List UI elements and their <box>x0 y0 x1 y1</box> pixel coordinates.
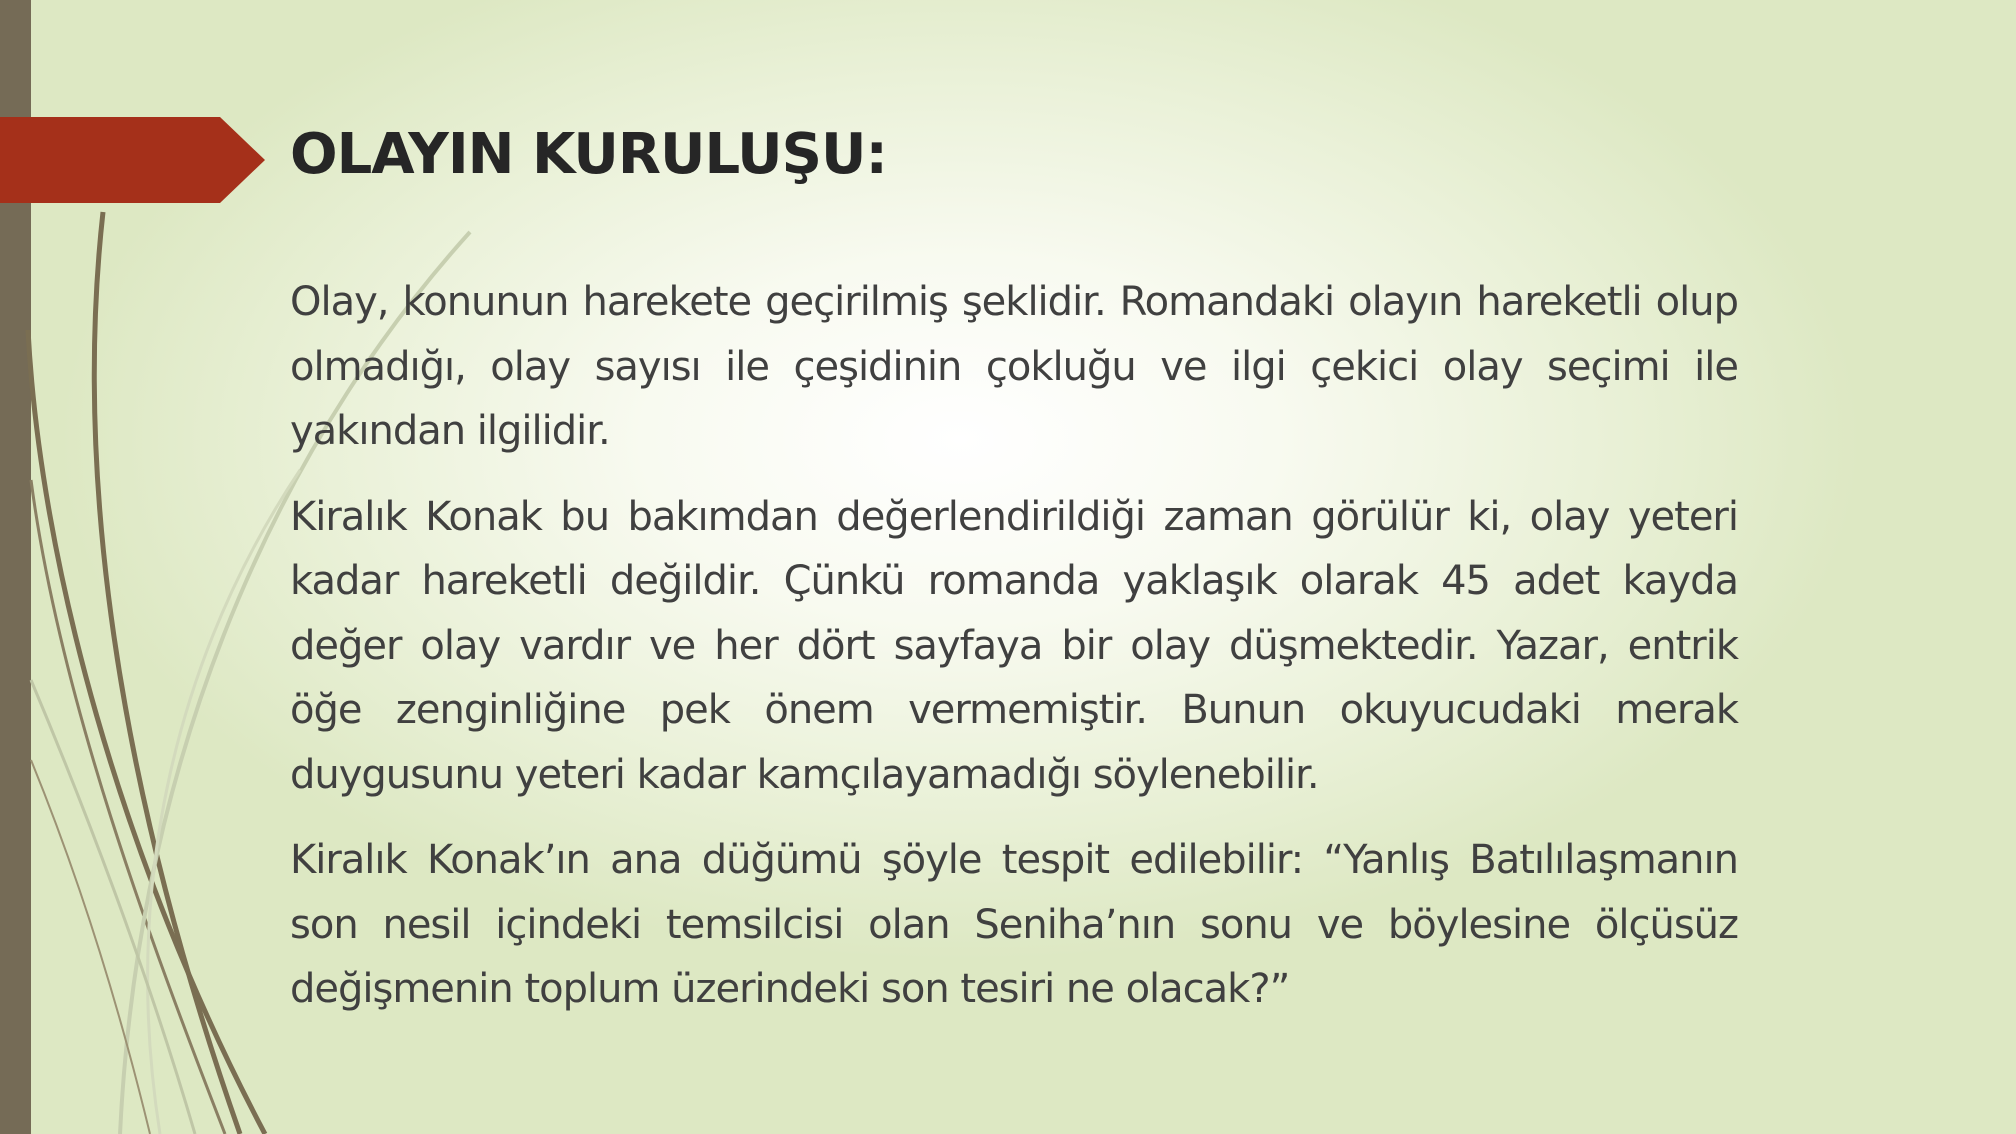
body-paragraph-3: Kiralık Konak’ın ana düğümü şöyle tespit edilebilir: “Yanlış Batılılaşmanın son nesil içindeki temsilcisi olan Seniha’nın sonu ve böylesine ölçüsüz değişmenin toplum üzerindeki son tesiri ne olacak?” <box>290 837 1738 1012</box>
body-paragraph-2: Kiralık Konak bu bakımdan değerlendirildiği zaman görülür ki, olay yeteri kadar hareketli değildir. Çünkü romanda yaklaşık olarak 45 adet kayda değer olay vardır ve her dört sayfaya bir olay düşmektedir. Yazar, entrik öğe zenginliğine pek önem vermemiştir. Bunun okuyucudaki merak duygusunu yeteri kadar kamçılayamadığı söylenebilir. <box>290 493 1738 798</box>
slide-body <box>290 270 1738 1043</box>
body-paragraph-1: Olay, konunun harekete geçirilmiş şeklidir. Romandaki olayın hareketli olup olmadığı, olay sayısı ile çeşidinin çokluğu ve ilgi çekici olay seçimi ile yakından ilgilidir. <box>290 279 1738 454</box>
slide-title: OLAYIN KURULUŞU: <box>290 122 887 187</box>
title-arrow-marker <box>0 117 265 203</box>
